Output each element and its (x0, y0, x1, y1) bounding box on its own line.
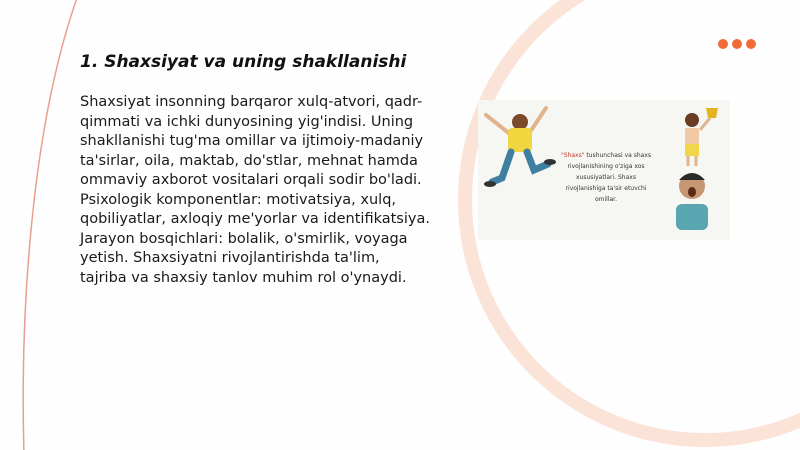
slide-body-text: Shaxsiyat insonning barqaror xulq-atvori, qadr-qimmati va ichki dunyosining yig'indisi. Uning shakllanishi tug'ma omillar va ijtimoiy-madaniy ta'sirlar, oila, maktab, do'stlar, mehnat hamda ommaviy axborot vositalari orqali sodir bo'ladi. Psixologik komponentlar: motivatsiya, xulq, qobiliyatlar, axloqiy me'yorlar va identifikatsiya. Jarayon bosqichlari: bolalik, o'smirlik, voyaga yetish. Shaxsiyatni rivojlantirishda ta'lim, tajriba va shaxsiy tanlov muhim rol o'ynaydi. (80, 94, 430, 286)
illustration-image (478, 100, 730, 240)
dot (732, 39, 742, 49)
caption-highlight: "Shaxs" (561, 152, 585, 159)
caption-text: tushunchasi va shaxs rivojlanishining o'ziga xos xususiyatlari. Shaxs rivojlanishiga ta'sir etuvchi omillar. (565, 152, 651, 203)
menu-dots (718, 39, 756, 49)
illustration-caption (560, 150, 652, 205)
girl-with-trophy-figure (685, 108, 718, 166)
decorative-arc-outline (23, 0, 78, 450)
dot (746, 39, 756, 49)
jumping-boy-figure (484, 108, 556, 187)
shouting-boy-figure (676, 173, 708, 230)
dot (718, 39, 728, 49)
slide-title: 1. Shaxsiyat va uning shakllanishi (80, 52, 407, 72)
